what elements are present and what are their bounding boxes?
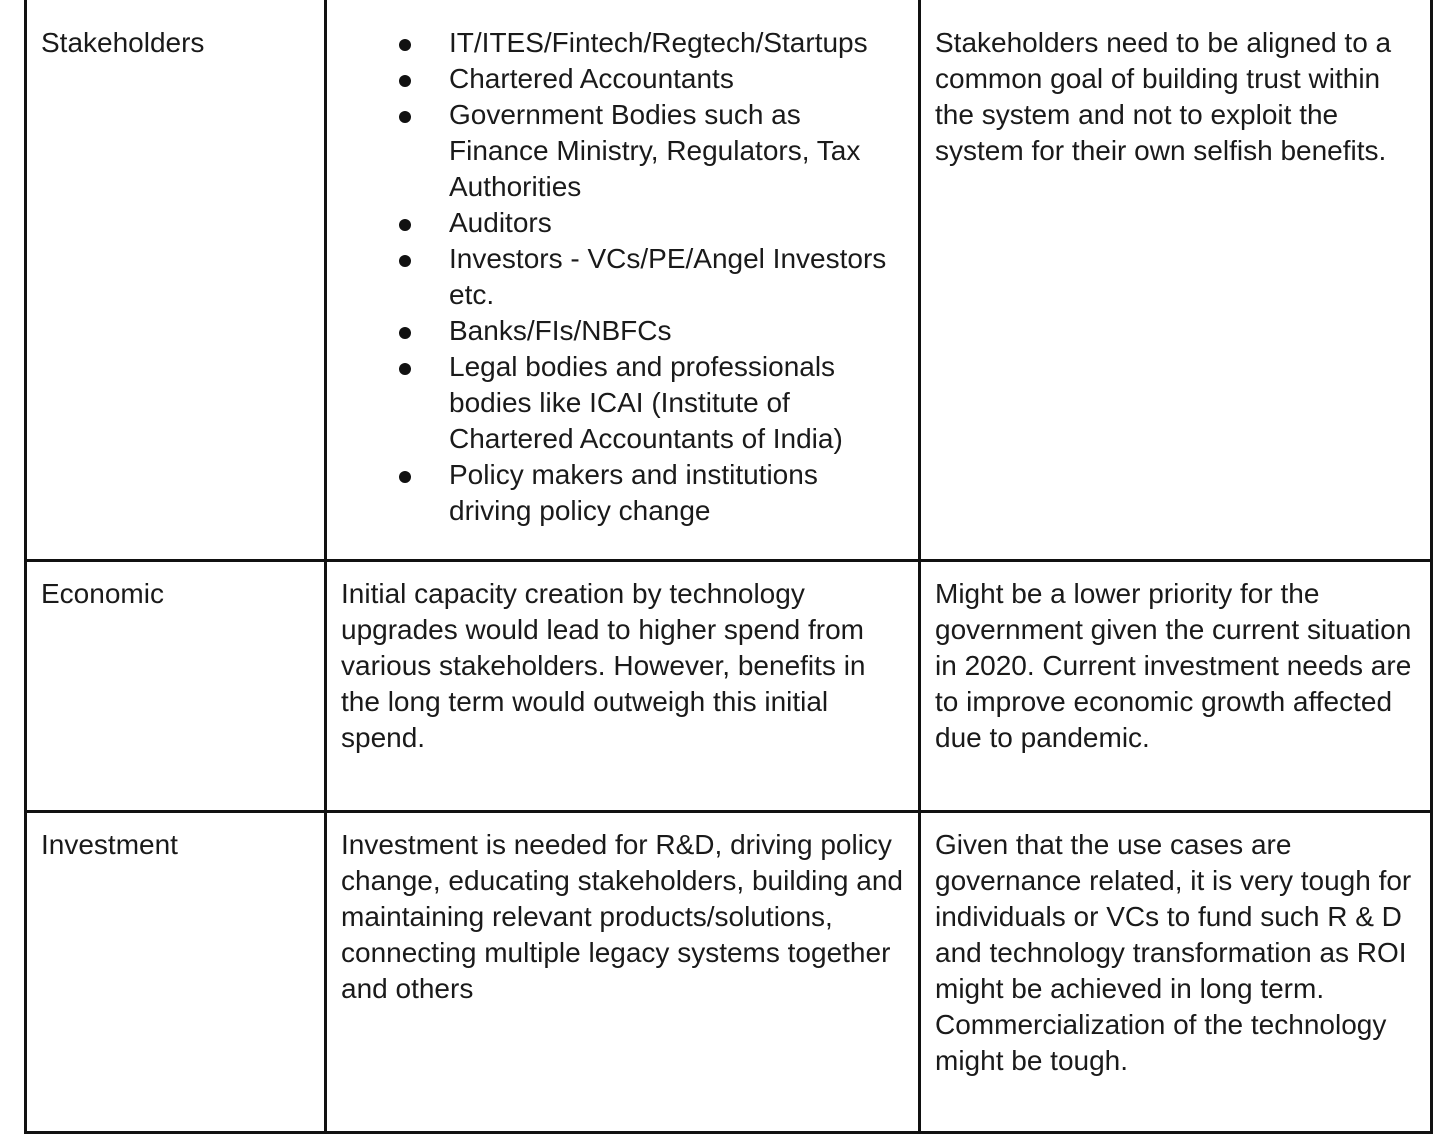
bullet-icon bbox=[399, 471, 411, 483]
table-row-economic bbox=[26, 561, 1432, 812]
description-text: Investment is needed for R&D, driving policy change, educating stakeholders, building and maintaining relevant products/solutions, connecting multiple legacy systems together and others bbox=[341, 829, 903, 1004]
notes-cell bbox=[920, 812, 1432, 1133]
document-table bbox=[24, 0, 1433, 1134]
row-label: Investment bbox=[41, 829, 178, 860]
bullet-icon bbox=[399, 327, 411, 339]
bullet-icon bbox=[399, 255, 411, 267]
bullet-icon bbox=[399, 111, 411, 123]
description-cell bbox=[326, 561, 920, 812]
row-label: Stakeholders bbox=[41, 27, 205, 58]
notes-cell bbox=[920, 561, 1432, 812]
bullet-icon bbox=[399, 363, 411, 375]
stakeholder-bullet-list bbox=[341, 25, 904, 529]
notes-text: Stakeholders need to be aligned to a common goal of building trust within the system and not to exploit the system for their own selfish benefits. bbox=[935, 27, 1392, 166]
table-row-investment bbox=[26, 812, 1432, 1133]
list-item: Chartered Accountants bbox=[385, 61, 904, 97]
notes-text: Given that the use cases are governance related, it is very tough for individuals or VCs to fund such R & D and technology transformation as ROI might be achieved in long term. Commercialization of the technology might be tough. bbox=[935, 829, 1412, 1076]
list-item: Investors - VCs/PE/Angel Investors etc. bbox=[385, 241, 904, 313]
bullet-icon bbox=[399, 39, 411, 51]
bullet-icon bbox=[399, 75, 411, 87]
description-text: Initial capacity creation by technology upgrades would lead to higher spend from various stakeholders. However, benefits in the long term would outweigh this initial spend. bbox=[341, 578, 866, 753]
stakeholder-list-cell bbox=[326, 0, 920, 561]
table-row-stakeholders bbox=[26, 0, 1432, 561]
row-label: Economic bbox=[41, 578, 164, 609]
list-item: Banks/FIs/NBFCs bbox=[385, 313, 904, 349]
notes-text: Might be a lower priority for the government given the current situation in 2020. Current investment needs are to improve economic growth affected due to pandemic. bbox=[935, 578, 1412, 753]
list-item: Auditors bbox=[385, 205, 904, 241]
list-item: Government Bodies such as Finance Ministry, Regulators, Tax Authorities bbox=[385, 97, 904, 205]
row-label-cell bbox=[26, 0, 326, 561]
list-item: Legal bodies and professionals bodies like ICAI (Institute of Chartered Accountants of India) bbox=[385, 349, 904, 457]
description-cell bbox=[326, 812, 920, 1133]
bullet-icon bbox=[399, 219, 411, 231]
notes-cell bbox=[920, 0, 1432, 561]
row-label-cell bbox=[26, 812, 326, 1133]
row-label-cell bbox=[26, 561, 326, 812]
list-item: Policy makers and institutions driving policy change bbox=[385, 457, 904, 529]
list-item: IT/ITES/Fintech/Regtech/Startups bbox=[385, 25, 904, 61]
